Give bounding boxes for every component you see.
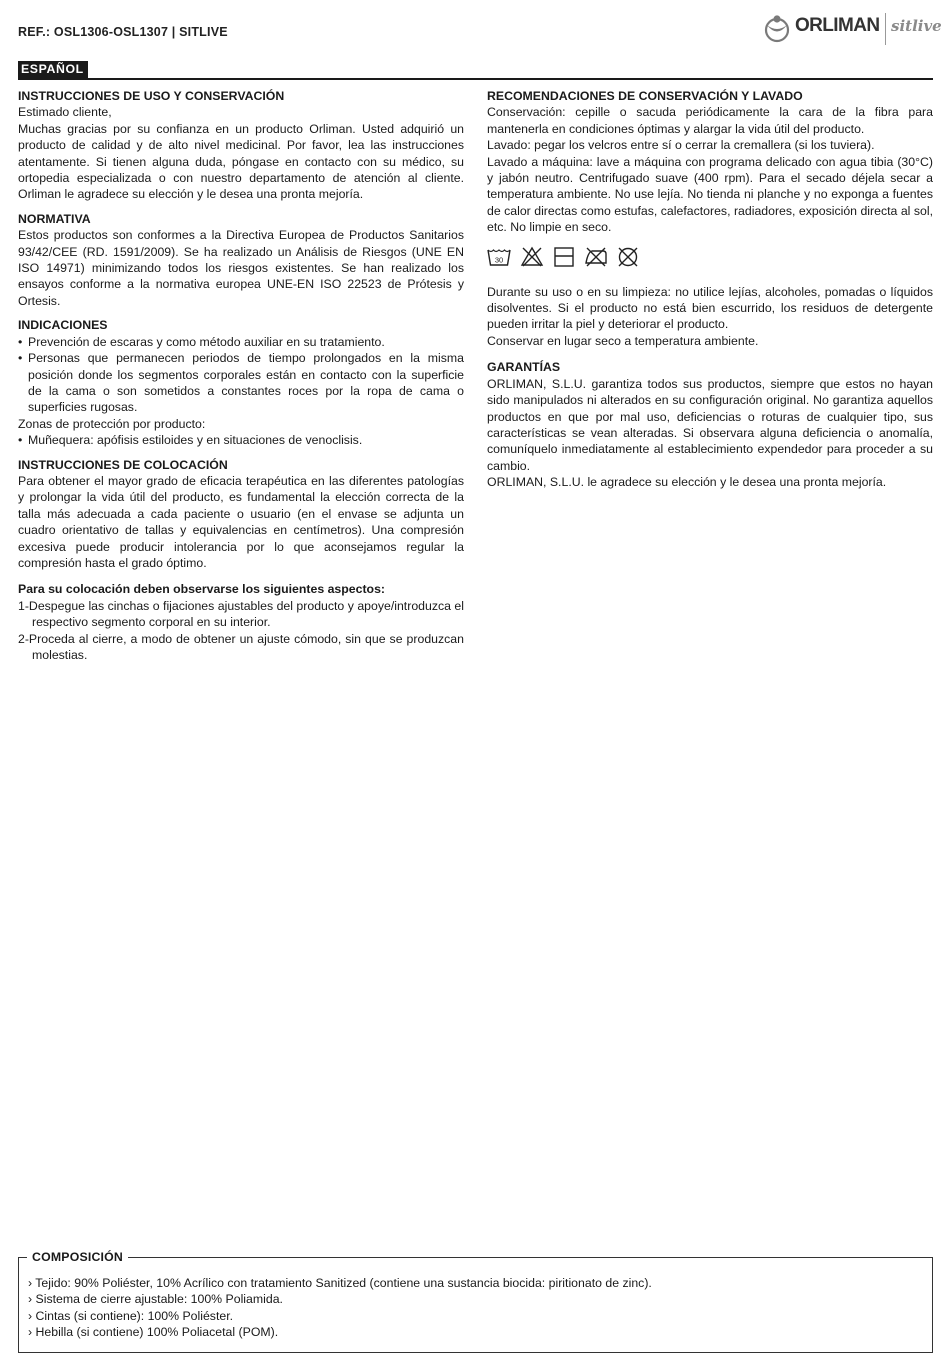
care-symbols [487, 246, 933, 268]
section-heading: INSTRUCCIONES DE USO Y CONSERVACIÓN [18, 89, 285, 103]
composition-box [18, 1250, 933, 1353]
paragraph: Estos productos son conformes a la Directiva Europea de Productos Sanitarios 93/42/CEE (RD. 1591/2009). Se ha realizado un Análisis de Riesgos (UNE EN ISO 14971) minimizando todos los riesgos existentes. Se han realizado los ensayos conforme a la normativa europea UNE-EN ISO 22523 de Prótesis y Ortesis. [18, 228, 464, 308]
dry-flat-icon [553, 246, 575, 268]
language-tag: ESPAÑOL [18, 61, 88, 78]
right-column [487, 88, 933, 499]
paragraph: ORLIMAN, S.L.U. garantiza todos sus productos, siempre que estos no hayan sido manipulados ni alterados en su configuración original. No garantiza aquellos productos en que por mal uso, deficiencias o roturas de cualquier tipo, sus características se vean alteradas. Si observara alguna deficiencia o anomalía, comuníquelo inmediatamente al establecimiento expendedor para proceder a su cambio. [487, 376, 933, 473]
orliman-logo-icon [762, 13, 792, 43]
no-iron-icon [584, 246, 608, 268]
composition-heading: COMPOSICIÓN [27, 1249, 128, 1265]
list-item: • Muñequera: apófisis estiloides y en situaciones de venoclisis. [18, 432, 464, 448]
list-item: • Personas que permanecen periodos de tiempo prolongados en la misma posición donde los segmentos corporales están en contacto con la superficie de la cama o son sometidos a constantes roces por la ropa de cama o superficies rugosas. [18, 350, 464, 416]
step-item: 1-Despegue las cinchas o fijaciones ajustables del producto y apoye/introduzca el respectivo segmento corporal en su interior. [18, 598, 464, 630]
section-heading: RECOMENDACIONES DE CONSERVACIÓN Y LAVADO [487, 89, 803, 103]
list-item: • Prevención de escaras y como método auxiliar en su tratamiento. [18, 334, 464, 350]
section-indicaciones [18, 317, 464, 448]
composition-item: › Hebilla (si contiene) 100% Poliacetal (POM). [28, 1325, 279, 1340]
section-heading: GARANTÍAS [487, 360, 561, 375]
brand-name: ORLIMAN [795, 15, 880, 36]
composition-item: › Tejido: 90% Poliéster, 10% Acrílico con tratamiento Sanitized (contiene una sustancia biocida: piritionato de zinc). [28, 1276, 652, 1290]
reference-code: REF.: OSL1306-OSL1307 | SITLIVE [18, 25, 228, 39]
paragraph: Durante su uso o en su limpieza: no utilice lejías, alcoholes, pomadas o líquidos disolventes. Si el producto no está bien escurrido, los residuos de detergente pueden irritar la piel y deteriorar el producto. [487, 284, 933, 332]
section-lavado [487, 88, 933, 349]
section-uso [18, 88, 464, 203]
brand-sub: sitlive [891, 17, 942, 35]
composition-item: › Cintas (si contiene): 100% Poliéster. [28, 1308, 234, 1323]
zones-list [18, 432, 464, 448]
zones-label: Zonas de protección por producto: [18, 416, 206, 431]
aspects-heading: Para su colocación deben observarse los siguientes aspectos: [18, 582, 385, 597]
paragraph: Para obtener el mayor grado de eficacia terapéutica en las diferentes patologías y prolongar la vida útil del producto, es fundamental la elección correcta de la talla más adecuada a cada paciente o usuario (en el envase se adjunta un cuadro orientativo de tallas y equivalencias en centímetros). Una compresión excesiva puede producir intolerancia por lo que aconsejamos regular la compresión hasta el grado óptimo. [18, 473, 464, 570]
paragraph: Lavado a máquina: lave a máquina con programa delicado con agua tibia (30°C) y jabón neutro. Centrifugado suave (400 rpm). Para el secado déjela secar a temperatura ambiente. No use lejía. No tienda ni planche y no exponga a fuentes de calor directas como estufas, calefactores, radiadores, exposición directa al sol, etc. No limpie en seco. [487, 154, 933, 235]
paragraph: Conservación: cepille o sacuda periódicamente la cara de la fibra para mantenerla en condiciones óptimas y alargar la vida útil del producto. [487, 105, 933, 136]
section-heading: INDICACIONES [18, 318, 108, 333]
step-item: 2-Proceda al cierre, a modo de obtener un ajuste cómodo, sin que se produzcan molestias. [18, 631, 464, 662]
wash-temp-label: 30 [494, 255, 504, 265]
greeting: Estimado cliente, [18, 105, 112, 120]
indications-list [18, 334, 464, 416]
header-rule [18, 78, 933, 80]
paragraph: ORLIMAN, S.L.U. le agradece su elección y le desea una pronta mejoría. [487, 475, 887, 490]
wash-30-icon [487, 246, 511, 268]
left-column [18, 88, 464, 671]
composition-item: › Sistema de cierre ajustable: 100% Poliamida. [28, 1292, 283, 1307]
paragraph: Muchas gracias por su confianza en un producto Orliman. Usted adquirió un producto de calidad y de alto nivel medicinal. Por favor, lea las instrucciones atentamente. Si tienen alguna duda, póngase en contacto con su médico, su ortopedia especializada o con nuestro departamento de atención al cliente. Orliman le agradece su elección y le desea una pronta mejoría. [18, 121, 464, 202]
composition-list [28, 1275, 652, 1341]
orliman-logo [762, 12, 942, 46]
no-bleach-icon [520, 246, 544, 268]
steps-list [18, 598, 464, 664]
section-colocacion [18, 457, 464, 664]
paragraph: Lavado: pegar los velcros entre sí o cerrar la cremallera (si los tuviera). [487, 138, 875, 153]
section-heading: NORMATIVA [18, 211, 91, 226]
section-normativa [18, 211, 464, 309]
section-garantias [487, 359, 933, 490]
section-heading: INSTRUCCIONES DE COLOCACIÓN [18, 457, 228, 472]
logo-divider [885, 13, 886, 45]
no-dry-clean-icon [617, 246, 639, 268]
paragraph: Conservar en lugar seco a temperatura ambiente. [487, 333, 759, 348]
